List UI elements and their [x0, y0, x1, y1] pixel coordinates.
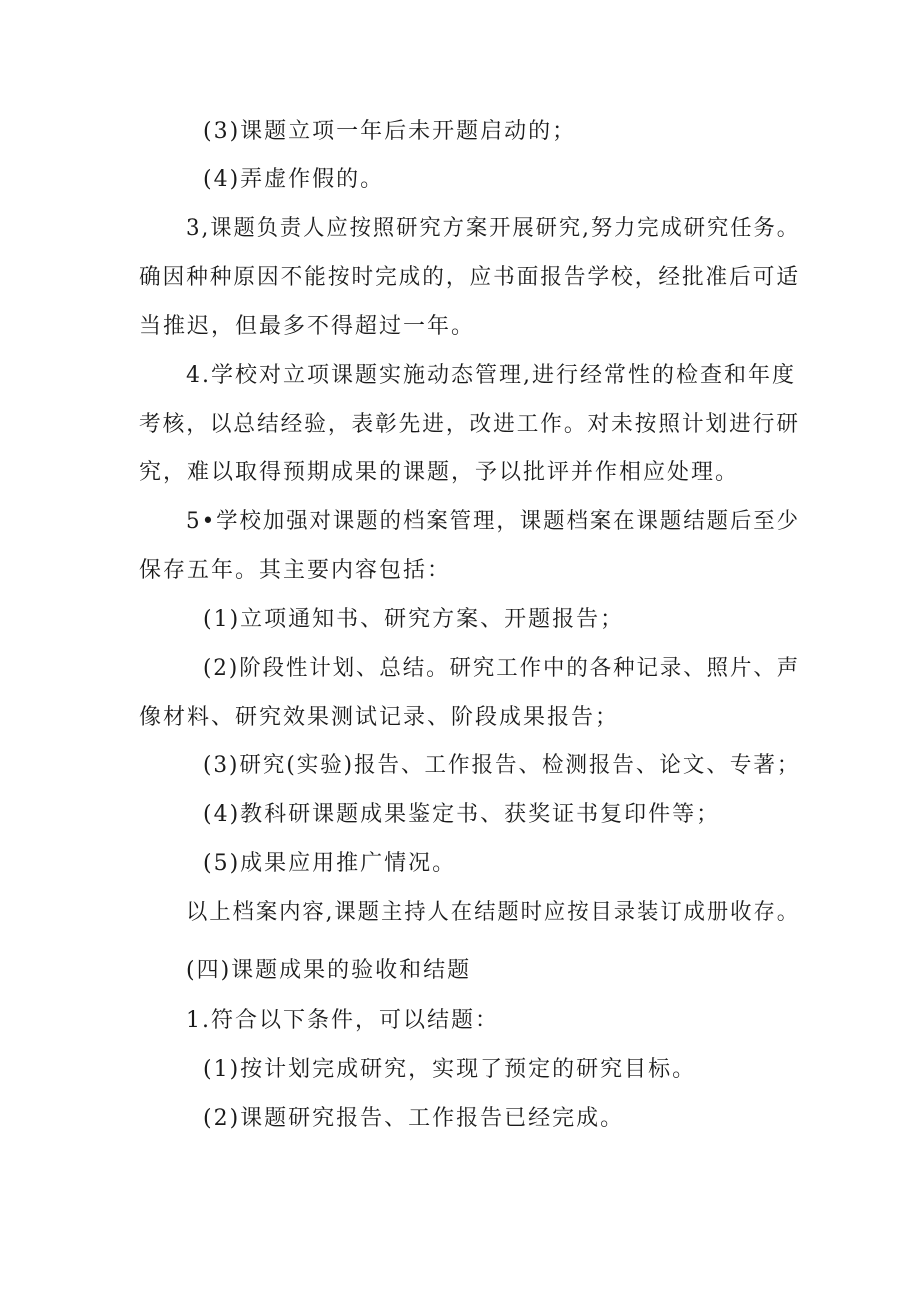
text-line: (5)成果应用推广情况。	[203, 851, 457, 876]
text-line: 考核，以总结经验，表彰先进，改进工作。对未按照计划进行研	[139, 412, 800, 437]
text-line: (1)立项通知书、研究方案、开题报告；	[203, 607, 625, 632]
text-line: 确因种种原因不能按时完成的，应书面报告学校，经批准后可适	[139, 265, 800, 290]
text-line: 3,课题负责人应按照研究方案开展研究,努力完成研究任务。	[186, 216, 801, 241]
text-line: (3)课题立项一年后未开题启动的；	[203, 119, 577, 144]
text-line: 究，难以取得预期成果的课题，予以批评并作相应处理。	[139, 460, 740, 485]
text-line: 以上档案内容,课题主持人在结题时应按目录装订成册收存。	[186, 900, 801, 925]
text-line: (3)研究(实验)报告、工作报告、检测报告、论文、专著；	[203, 753, 801, 778]
text-line: (2)课题研究报告、工作报告已经完成。	[203, 1106, 625, 1131]
text-line: 5•学校加强对课题的档案管理，课题档案在课题结题后至少	[186, 509, 801, 534]
text-line: 1.符合以下条件，可以结题：	[186, 1008, 499, 1033]
text-line: 像材料、研究效果测试记录、阶段成果报告；	[139, 705, 620, 730]
text-line: 保存五年。其主要内容包括：	[139, 558, 452, 583]
text-line: (4)弄虚作假的。	[203, 167, 385, 192]
section-heading: (四)课题成果的验收和结题	[186, 958, 472, 983]
text-line: 当推迟，但最多不得超过一年。	[139, 314, 476, 339]
text-line: 4.学校对立项课题实施动态管理,进行经常性的检查和年度	[186, 363, 796, 388]
text-line: (1)按计划完成研究，实现了预定的研究目标。	[203, 1057, 697, 1082]
text-line: (2)阶段性计划、总结。研究工作中的各种记录、照片、声	[203, 656, 801, 681]
text-line: (4)教科研课题成果鉴定书、获奖证书复印件等；	[203, 802, 721, 827]
